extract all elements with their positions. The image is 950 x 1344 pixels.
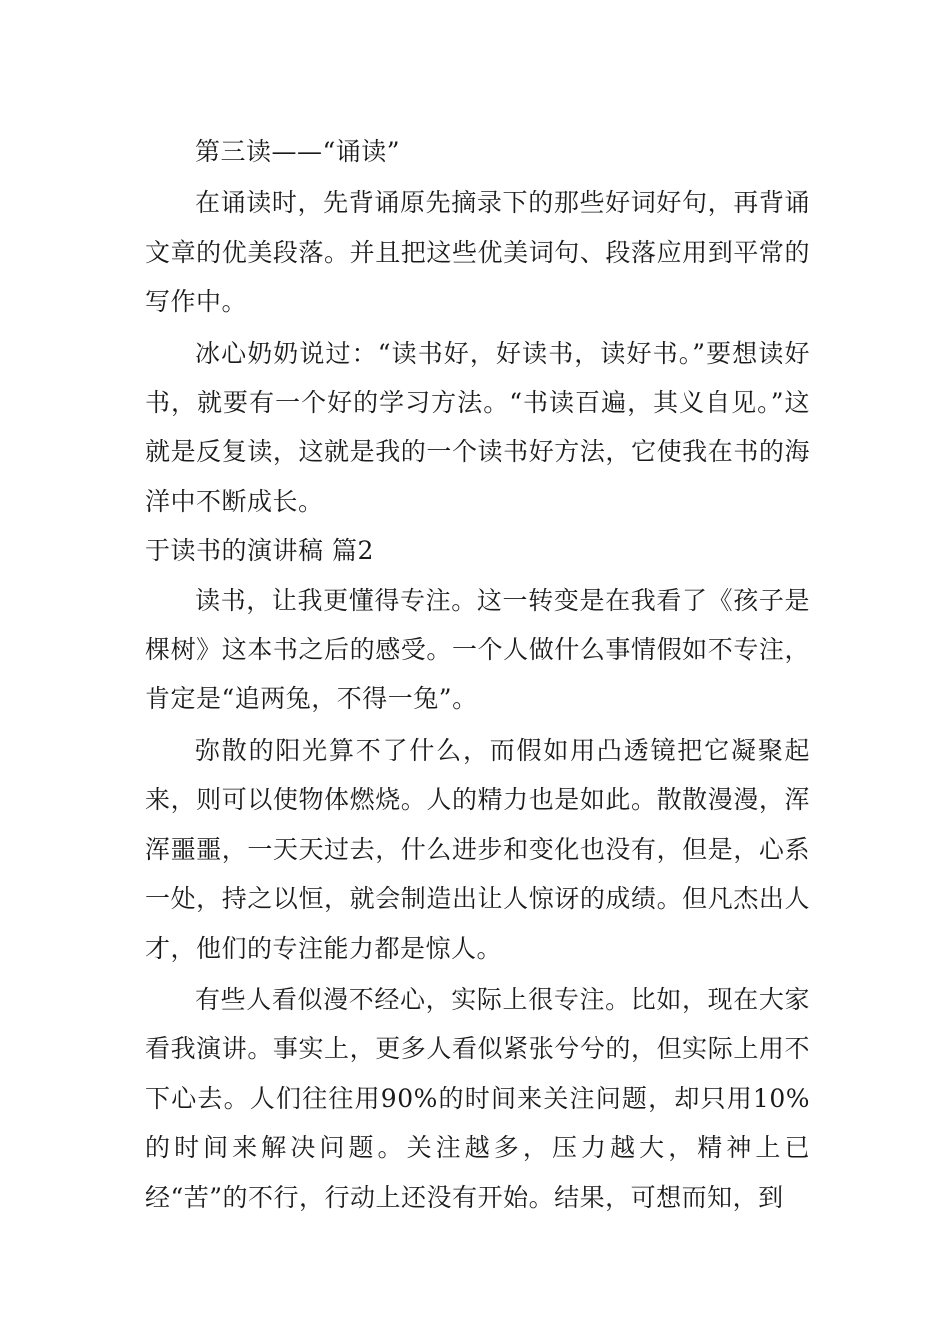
paragraph-bingxin-quote: 冰心奶奶说过：“读书好，好读书，读好书。”要想读好书，就要有一个好的学习方法。“书读百遍，其义自见。”这就是反复读，这就是我的一个读书好方法，它使我在书的海洋中不断成长。 — [145, 338, 810, 516]
speech-heading: 于读书的演讲稿 篇2 — [145, 536, 374, 566]
paragraph-concentration: 有些人看似漫不经心，实际上很专注。比如，现在大家看我演讲。事实上，更多人看似紧张兮兮的，但实际上用不下心去。人们往往用90%的时间来关注问题，却只用10%的时间来解决问题。关注越多，压力越大，精神上已经“苦”的不行，行动上还没有开始。结果，可想而知，到 — [145, 984, 810, 1212]
paragraph-recitation: 在诵读时，先背诵原先摘录下的那些好词好句，再背诵文章的优美段落。并且把这些优美词句、段落应用到平常的写作中。 — [145, 188, 810, 317]
document-page — [145, 127, 810, 1222]
paragraph-sunlight: 弥散的阳光算不了什么，而假如用凸透镜把它凝聚起来，则可以使物体燃烧。人的精力也是如此。散散漫漫，浑浑噩噩，一天天过去，什么进步和变化也没有，但是，心系一处，持之以恒，就会制造出让人惊讶的成绩。但凡杰出人才，他们的专注能力都是惊人。 — [145, 735, 810, 963]
section-title: 第三读——“诵读” — [195, 137, 401, 166]
paragraph-focus: 读书，让我更懂得专注。这一转变是在我看了《孩子是棵树》这本书之后的感受。一个人做什么事情假如不专注，肯定是“追两兔，不得一兔”。 — [145, 585, 810, 714]
